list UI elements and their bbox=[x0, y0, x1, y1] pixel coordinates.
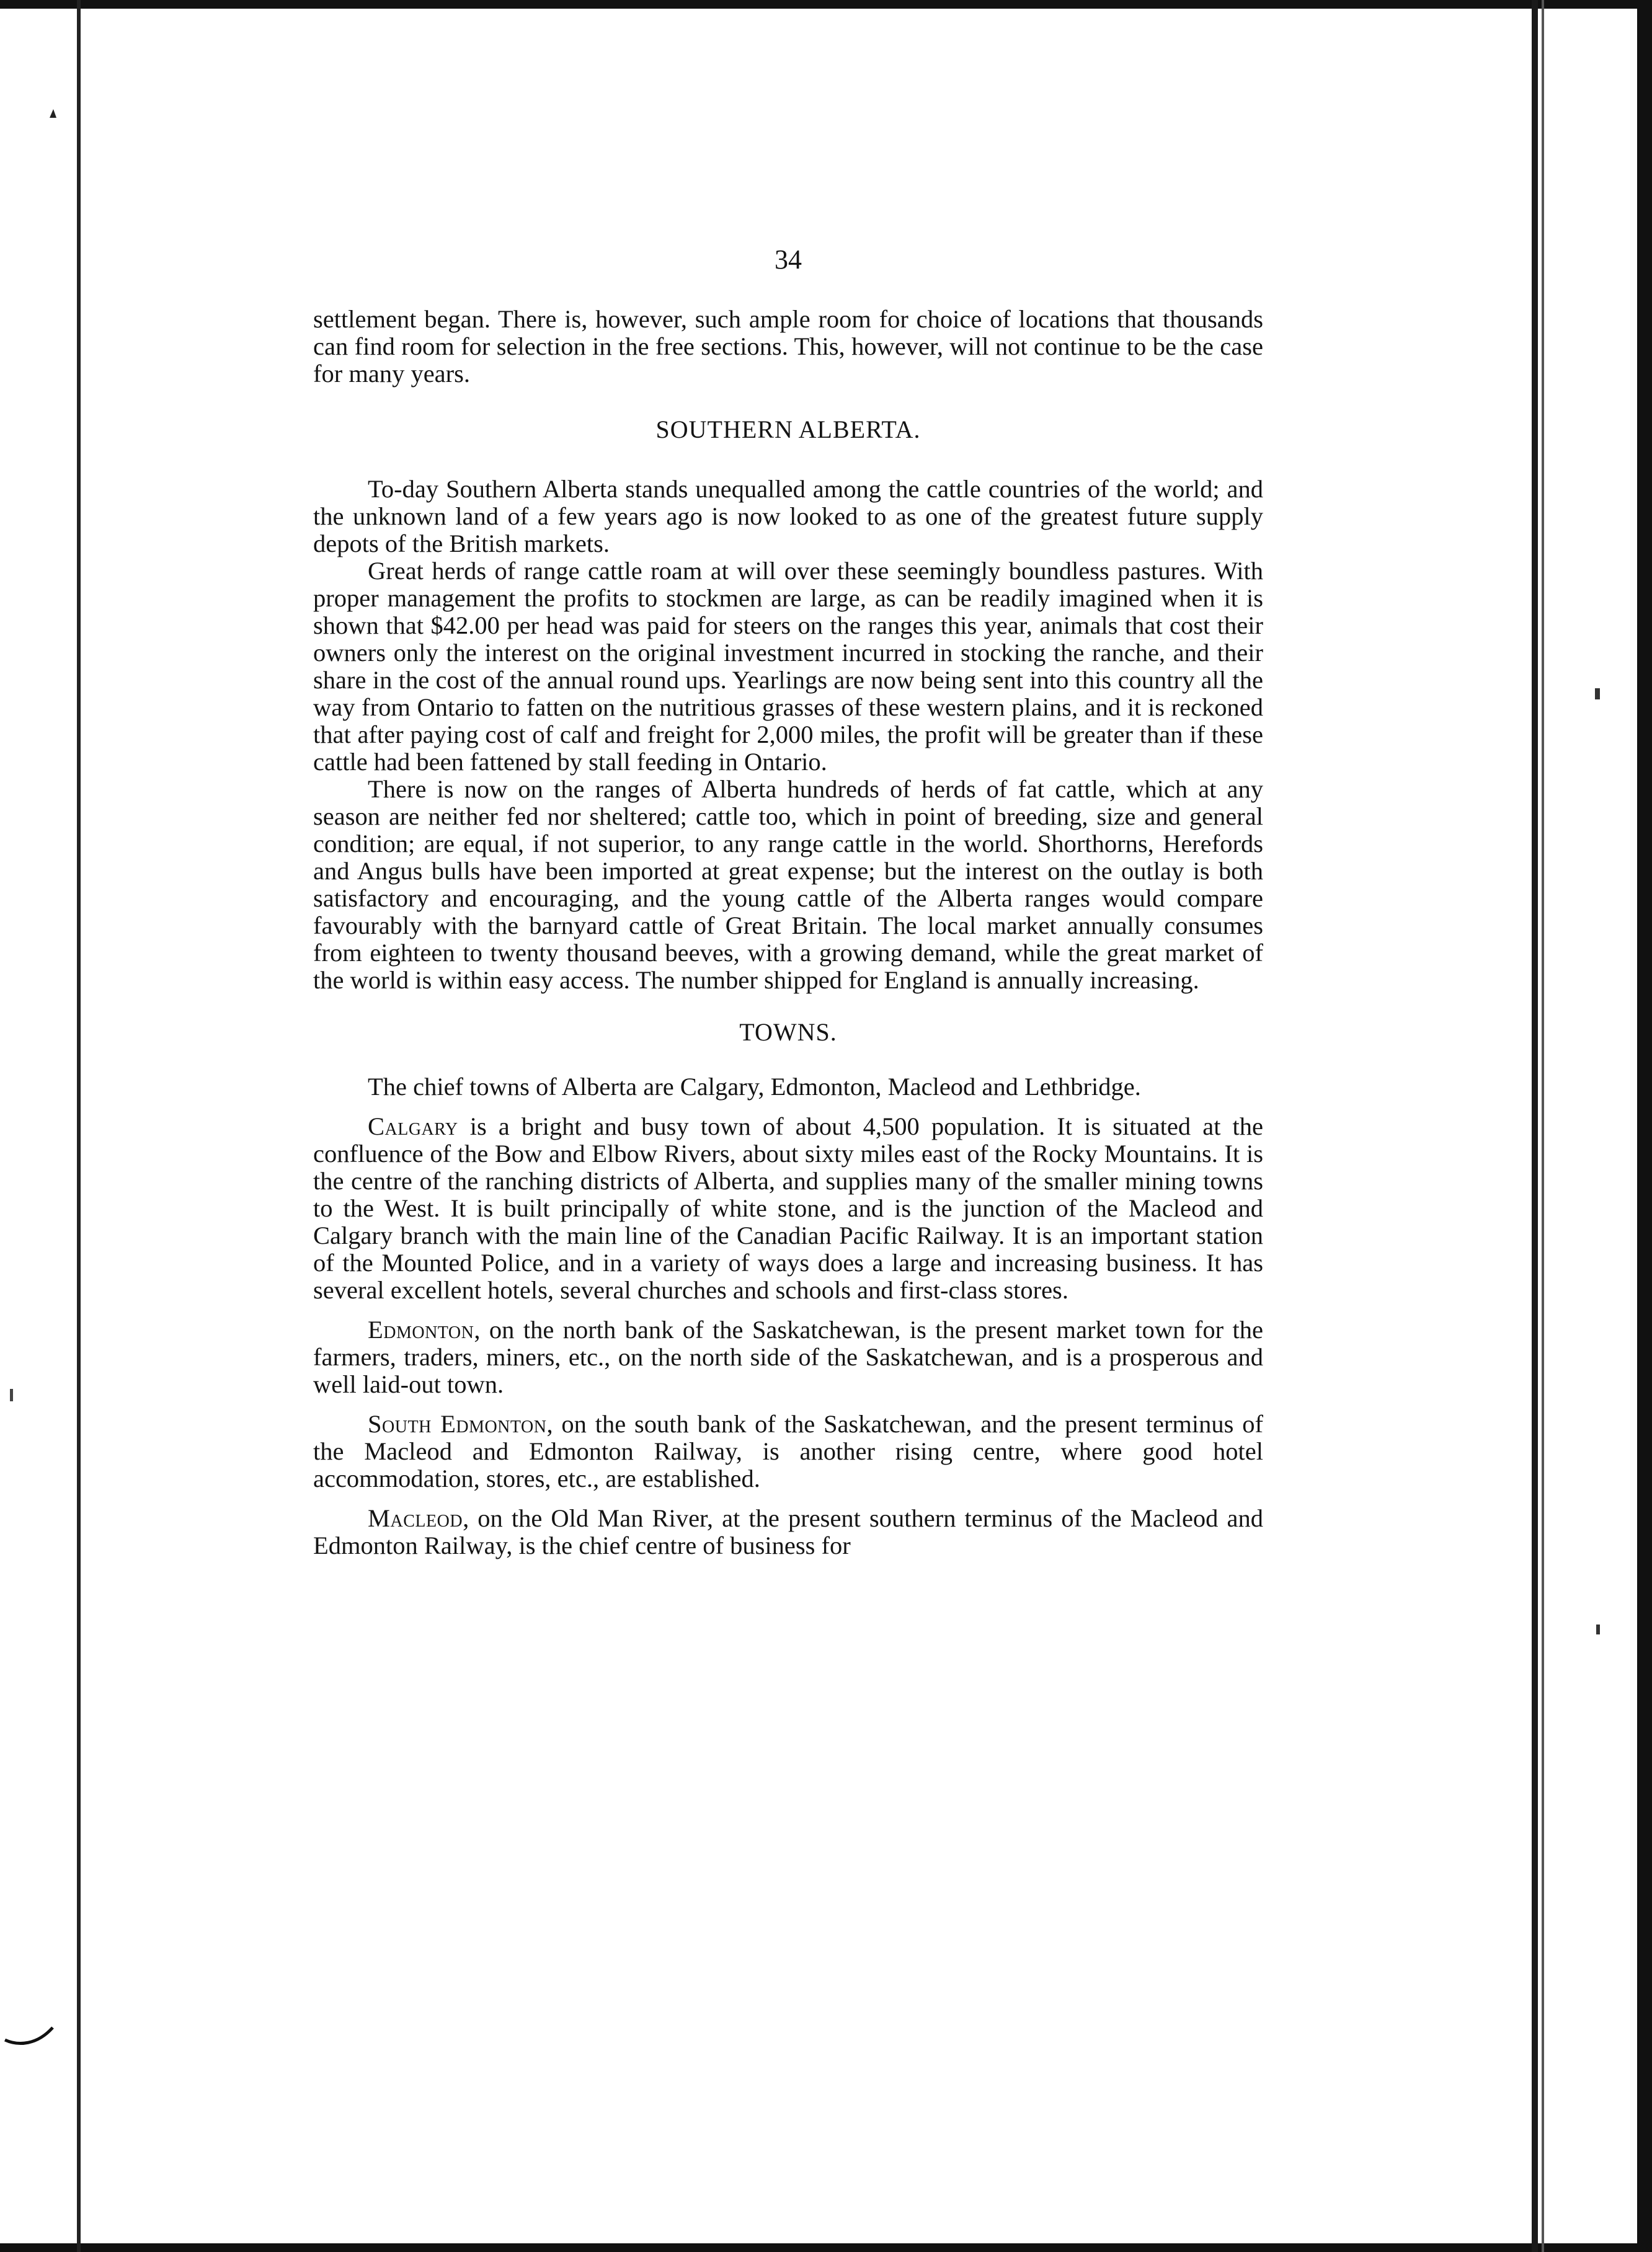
edmonton-name: Edmonton bbox=[368, 1316, 474, 1344]
macleod-name: Macleod bbox=[368, 1504, 463, 1532]
south-edmonton-name: South Edmonton bbox=[368, 1410, 547, 1438]
edmonton-paragraph bbox=[313, 1316, 1263, 1398]
macleod-text: , on the Old Man River, at the present southern terminus of the Macleod and Edmonton Railway, is the chief centre of business for bbox=[313, 1504, 1263, 1559]
calgary-paragraph bbox=[313, 1113, 1263, 1304]
macleod-paragraph bbox=[313, 1505, 1263, 1559]
edmonton-text: , on the north bank of the Saskatchewan, is the present market town for the farmers, traders, miners, etc., on the north side of the Saskatchewan, and is a prosperous and well laid-out town. bbox=[313, 1316, 1263, 1398]
southern-alberta-paragraph-1: To-day Southern Alberta stands unequalled among the cattle countries of the world; and the unknown land of a few years ago is now looked to as one of the greatest future supply depots of the British markets. bbox=[313, 475, 1263, 557]
page-text-block bbox=[313, 245, 1263, 1559]
southern-alberta-paragraph-2: Great herds of range cattle roam at will over these seemingly boundless pastures. With proper management the profits to stockmen are large, as can be readily imagined when it is shown that $42.00 per head was paid for steers on the ranges this year, animals that cost their owners only the interest on the original investment incurred in stocking the ranche, and their share in the cost of the annual round ups. Yearlings are now being sent into this country all the way from Ontario to fatten on the nutritious grasses of these western plains, and it is reckoned that after paying cost of calf and freight for 2,000 miles, the profit will be greater than if these cattle had been fattened by stall feeding in Ontario. bbox=[313, 557, 1263, 776]
intro-paragraph: settlement began. There is, however, such ample room for choice of locations that thousands can find room for selection in the free sections. This, however, will not continue to be the case for many years. bbox=[313, 305, 1263, 388]
calgary-name: Calgary bbox=[368, 1112, 458, 1140]
section-heading-towns: TOWNS. bbox=[739, 1018, 837, 1046]
calgary-text: is a bright and busy town of about 4,500 population. It is situated at the confluence of the Bow and Elbow Rivers, about sixty miles east of the Rocky Mountains. It is the centre of the ranching districts of Alberta, and supplies many of the smaller mining towns to the West. It is built principally of white stone, and is the junction of the Macleod and Calgary branch with the main line of the Canadian Pacific Railway. It is an important station of the Mounted Police, and in a variety of ways does a large and increasing business. It has several excellent hotels, several churches and schools and first-class stores. bbox=[313, 1112, 1263, 1304]
towns-intro-paragraph: The chief towns of Alberta are Calgary, Edmonton, Macleod and Lethbridge. bbox=[368, 1073, 1141, 1101]
south-edmonton-paragraph bbox=[313, 1411, 1263, 1492]
southern-alberta-paragraph-3: There is now on the ranges of Alberta hundreds of herds of fat cattle, which at any season are neither fed nor sheltered; cattle too, which in point of breeding, size and general condition; are equal, if not superior, to any range cattle in the world. Shorthorns, Herefords and Angus bulls have been imported at great expense; but the interest on the outlay is both satisfactory and encouraging, and the young cattle of the Alberta ranges would compare favourably with the barnyard cattle of Great Britain. The local market annually consumes from eighteen to twenty thousand beeves, with a growing demand, while the great market of the world is within easy access. The number shipped for England is annually increasing. bbox=[313, 775, 1263, 994]
page-number: 34 bbox=[775, 244, 802, 275]
section-heading-southern-alberta: SOUTHERN ALBERTA. bbox=[655, 415, 921, 443]
south-edmonton-text: , on the south bank of the Saskatchewan, and the present terminus of the Macleod and Edmonton Railway, is another rising centre, where good hotel accommodation, stores, etc., are established. bbox=[313, 1410, 1263, 1492]
